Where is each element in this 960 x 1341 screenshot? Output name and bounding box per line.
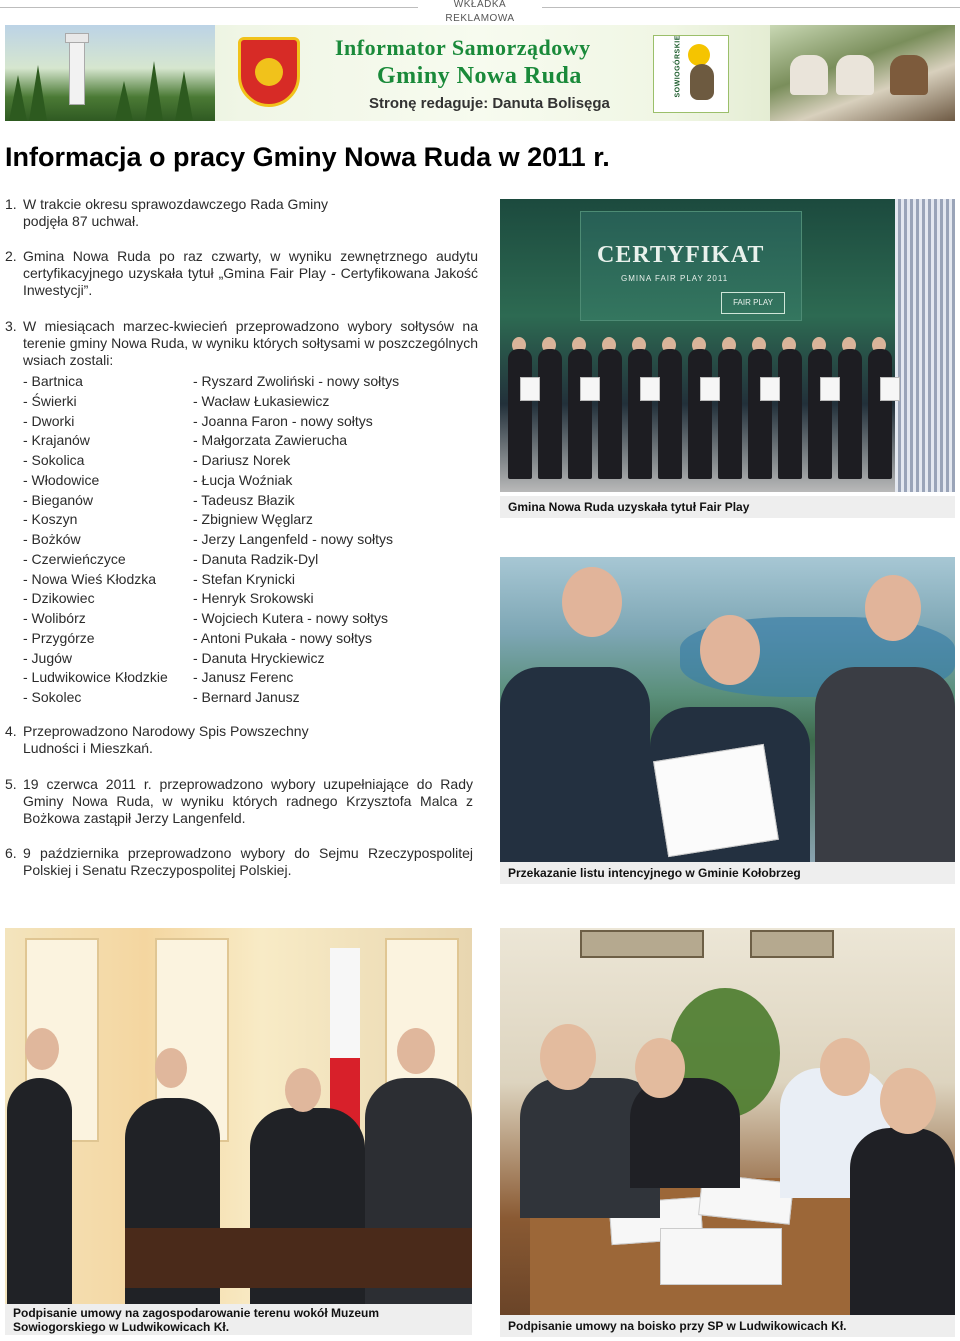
person <box>568 349 592 479</box>
banner-title-line2: Gminy Nowa Ruda <box>377 63 582 89</box>
soltys-name: - Jerzy Langenfeld - nowy sołtys <box>193 531 393 547</box>
person-head <box>880 1068 936 1134</box>
photo-caption: Gmina Nowa Ruda uzyskała tytuł Fair Play <box>500 496 955 518</box>
tree-icon <box>175 71 193 121</box>
list-item <box>23 510 453 530</box>
certificate-icon <box>640 377 660 401</box>
soltys-name: - Wojciech Kutera - nowy sołtys <box>193 610 389 626</box>
soltys-name: - Bernard Janusz <box>193 689 300 705</box>
list-item <box>23 649 453 669</box>
sowiogorskie-logo <box>653 35 729 113</box>
photo-pitch-agreement <box>500 928 955 1315</box>
screen-subtitle: GMINA FAIR PLAY 2011 <box>621 274 729 283</box>
ceremony-screen <box>580 211 802 321</box>
village-name: - Dzikowiec <box>23 590 95 607</box>
list-item <box>23 412 453 432</box>
list-item <box>23 431 453 451</box>
person-head <box>285 1068 321 1112</box>
horse-icon <box>890 55 928 95</box>
item-text: 19 czerwca 2011 r. przeprowadzono wybory uzupełniające do Rady Gminy Nowa Ruda, w wyniku których radnego Krzysztofa Malca z Bożkowa zastąpił Jerzy Langenfeld. <box>23 776 473 826</box>
village-name: - Dworki <box>23 412 75 429</box>
photo-caption: Podpisanie umowy na boisko przy SP w Ludwikowicach Kł. <box>500 1315 955 1337</box>
person <box>508 349 532 479</box>
photo-caption: Przekazanie listu intencyjnego w Gminie Kołobrzeg <box>500 862 955 884</box>
soltys-name: - Ryszard Zwoliński - nowy sołtys <box>193 373 400 389</box>
person-head <box>635 1038 685 1098</box>
list-item <box>23 668 453 688</box>
item-text: Gmina Nowa Ruda po raz czwarty, w wyniku zewnętrznego audytu certyfikacyjnego uzyskała tytuł „Gmina Fair Play - Certyfikowana Jakość Inwestycji”. <box>23 248 478 298</box>
soltys-name: - Antoni Pukała - nowy sołtys <box>193 629 372 646</box>
soltys-name: - Małgorzata Zawierucha <box>193 432 348 449</box>
photo-fair-play-ceremony <box>500 199 955 492</box>
soltys-name: - Henryk Srokowski <box>193 590 314 607</box>
letter-document-icon <box>653 744 779 857</box>
screen-badge: FAIR PLAY <box>721 292 785 314</box>
certificate-icon <box>880 377 900 401</box>
tree-icon <box>29 65 47 121</box>
soltys-name: - Stefan Krynicki <box>193 570 295 587</box>
person <box>658 349 682 479</box>
village-name: - Krajanów <box>23 432 90 449</box>
person <box>718 349 742 479</box>
soltys-name: - Danuta Radzik-Dyl <box>193 550 319 567</box>
person-head <box>155 1048 187 1088</box>
list-item <box>23 609 453 629</box>
list-item <box>23 629 453 649</box>
coat-of-arms-icon <box>238 37 300 107</box>
header-label: WKŁADKA REKLAMOWA <box>418 0 542 26</box>
certificate-icon <box>700 377 720 401</box>
soltysi-list <box>23 372 453 708</box>
owl-icon <box>690 64 714 100</box>
person <box>688 349 712 479</box>
wall-picture <box>580 930 704 958</box>
list-item <box>23 451 453 471</box>
village-name: - Sokolec <box>23 689 82 705</box>
village-name: - Bieganów <box>23 491 94 508</box>
photo-kolobrzeg-letter <box>500 557 955 862</box>
horse-icon <box>836 55 874 95</box>
soltys-name: - Tadeusz Błazik <box>193 491 295 508</box>
person <box>815 667 955 862</box>
person <box>850 1128 955 1315</box>
village-name: - Wolibórz <box>23 610 86 626</box>
soltys-name: - Danuta Hryckiewicz <box>193 649 325 666</box>
list-item <box>23 372 453 392</box>
list-item <box>23 688 453 708</box>
person <box>808 349 832 479</box>
item-number: 3. <box>5 318 17 334</box>
tree-icon <box>9 75 27 121</box>
soltys-name: - Zbigniew Węglarz <box>193 511 313 528</box>
person-head <box>540 1024 596 1090</box>
item-text: W miesiącach marzec-kwiecień przeprowadzono wybory sołtysów na terenie gminy Nowa Ruda, w wyniku których sołtysami w poszczególnych wsiach zostali: <box>23 318 478 368</box>
banner-subtitle: Stronę redaguje: Danuta Bolisęga <box>369 95 610 112</box>
person <box>7 1078 72 1304</box>
wall-picture <box>750 930 834 958</box>
person <box>538 349 562 479</box>
item-number: 5. <box>5 776 17 792</box>
person <box>630 1078 740 1188</box>
certificate-icon <box>760 377 780 401</box>
person <box>838 349 862 479</box>
village-name: - Koszyn <box>23 511 78 528</box>
tree-icon <box>115 81 133 121</box>
person-head <box>562 567 622 637</box>
screen-title: CERTYFIKAT <box>597 242 765 268</box>
village-name: - Czerwieńczyce <box>23 550 126 567</box>
village-name: - Świerki <box>23 392 77 409</box>
list-item <box>23 570 453 590</box>
tree-icon <box>145 61 163 121</box>
person <box>598 349 622 479</box>
village-name: - Jugów <box>23 649 73 666</box>
logo-text: SOWIOGÓRSKIE <box>674 35 682 98</box>
soltys-name: - Janusz Ferenc <box>193 669 294 686</box>
person <box>500 667 650 862</box>
person-head <box>397 1028 435 1074</box>
person-head <box>700 615 760 685</box>
soltys-name: - Wacław Łukasiewicz <box>193 392 330 409</box>
sun-icon <box>688 44 710 66</box>
village-name: - Nowa Wieś Kłodzka <box>23 570 157 587</box>
article-title: Informacja o pracy Gminy Nowa Ruda w 2011 r. <box>5 142 610 172</box>
soltys-name: - Joanna Faron - nowy sołtys <box>193 412 373 429</box>
person-head <box>25 1028 59 1070</box>
soltys-name: - Dariusz Norek <box>193 452 291 468</box>
village-name: - Bożków <box>23 531 81 547</box>
soltys-name: - Łucja Woźniak <box>193 471 293 488</box>
certificate-icon <box>820 377 840 401</box>
list-item <box>23 530 453 550</box>
item-number: 1. <box>5 196 17 212</box>
item-number: 2. <box>5 248 17 264</box>
person-head <box>865 575 921 641</box>
village-name: - Bartnica <box>23 373 83 389</box>
certificate-icon <box>520 377 540 401</box>
list-item <box>23 550 453 570</box>
person-head <box>820 1038 870 1096</box>
list-item <box>23 491 453 511</box>
banner-horses-photo <box>770 25 955 121</box>
list-item <box>23 589 453 609</box>
certificate-icon <box>580 377 600 401</box>
item-text: Przeprowadzono Narodowy Spis Powszechny Ludności i Mieszkań. <box>23 723 309 756</box>
banner-landscape-photo <box>5 25 215 121</box>
person <box>628 349 652 479</box>
village-name: - Ludwikowice Kłodzkie <box>23 669 168 686</box>
person <box>778 349 802 479</box>
village-name: - Włodowice <box>23 471 100 488</box>
village-name: - Przygórze <box>23 629 95 646</box>
person <box>748 349 772 479</box>
item-text: W trakcie okresu sprawozdawczego Rada Gminy podjęła 87 uchwał. <box>23 196 329 229</box>
village-name: - Sokolica <box>23 452 85 468</box>
item-number: 6. <box>5 845 17 861</box>
banner-title-line1: Informator Samorządowy <box>335 35 591 60</box>
list-item <box>23 471 453 491</box>
photo-caption: Podpisanie umowy na zagospodarowanie terenu wokół Muzeum Sowiogorskiego w Ludwikowicach Kł. <box>5 1304 472 1335</box>
banner <box>5 25 955 121</box>
document-icon <box>660 1228 782 1285</box>
tower-icon <box>69 39 85 105</box>
item-number: 4. <box>5 723 17 739</box>
person <box>868 349 892 479</box>
item-text: 9 października przeprowadzono wybory do Sejmu Rzeczypospolitej Polskiej i Senatu Rzeczypospolitej Polskiej. <box>23 845 473 878</box>
list-item <box>23 392 453 412</box>
photo-museum-agreement <box>5 928 472 1304</box>
table <box>125 1228 472 1288</box>
stage-curtain <box>895 199 955 492</box>
horse-icon <box>790 55 828 95</box>
